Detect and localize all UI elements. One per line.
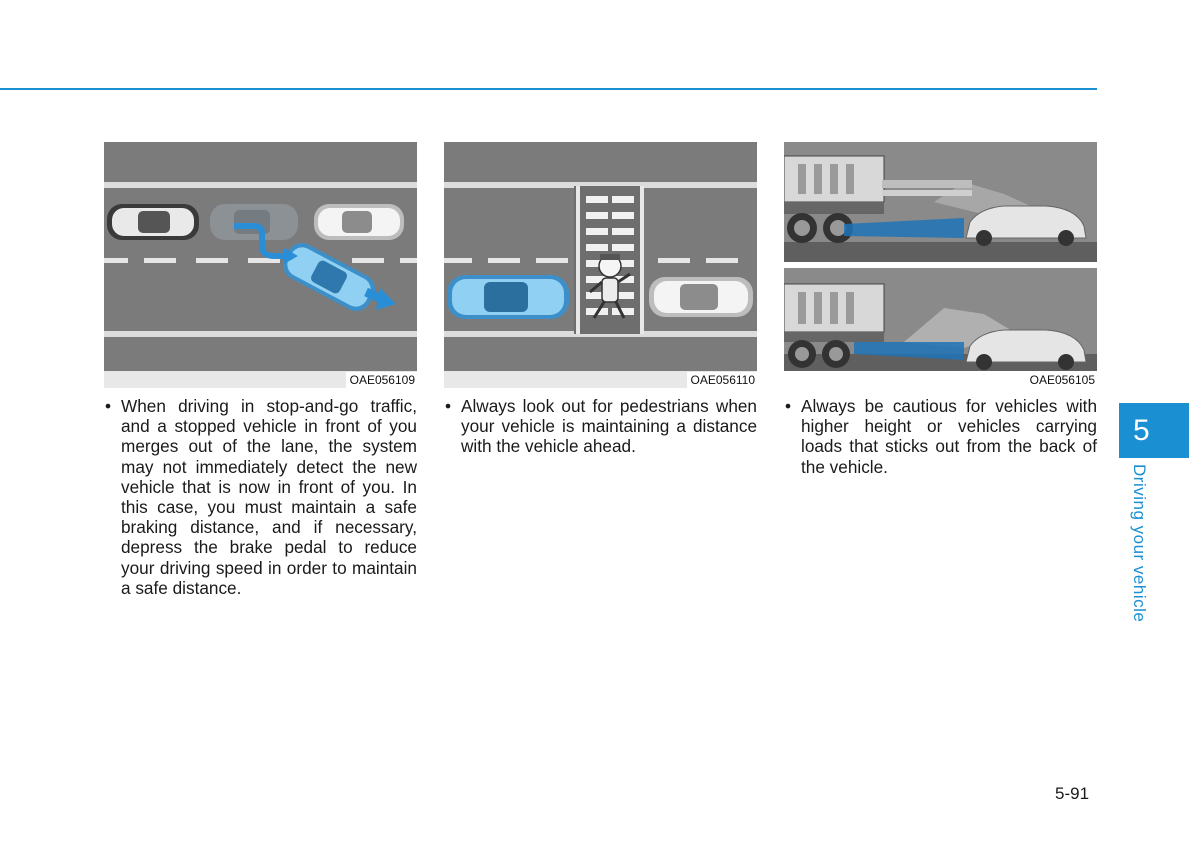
column-1 [104,142,417,598]
bullet-glyph: • [445,396,452,416]
car-ahead-white [649,277,753,317]
figure-tall-vehicle [784,142,1097,388]
bullet-item [104,396,417,598]
car-leading-dark [107,204,199,240]
bullet-item [784,396,1097,477]
column-2 [444,142,757,457]
car-own-blue [447,275,569,319]
bullet-glyph: • [105,396,112,416]
bullet-item [444,396,757,457]
chapter-title: Driving your vehicle [1130,464,1149,623]
figure-merging-vehicle [104,142,417,388]
car-ghost [210,204,298,240]
page-number: 5-91 [1055,784,1090,803]
panel-lower [784,268,1097,371]
panel-upper [784,142,1097,262]
illustration-tall-vehicle [784,142,1097,388]
chapter-number-tab: 5 [1119,403,1189,458]
image-code: OAE056110 [687,372,758,388]
bullet-glyph: • [785,396,792,416]
image-code: OAE056109 [346,372,417,388]
column-3 [784,142,1097,477]
illustration-merging-vehicle [104,142,417,388]
figure-pedestrian [444,142,757,388]
header-rule [0,88,1097,90]
car-ahead-white [314,204,404,240]
bullet-text: When driving in stop-and-go traffic, and a stopped vehicle in front of you merges out of the lane, the system may not immediately detect the new vehicle that is now in front of you. In this case, you must maintain a safe braking distance, and if necessary, depress the brake pedal to reduce your driving speed in order to maintain a safe distance. [121,396,417,598]
bullet-text: Always be cautious for vehicles with higher height or vehicles carrying loads that sticks out from the back of the vehicle. [801,396,1097,477]
image-code: OAE056105 [1026,372,1097,388]
bullet-text: Always look out for pedestrians when your vehicle is maintaining a distance with the vehicle ahead. [461,396,757,457]
illustration-pedestrian [444,142,757,388]
